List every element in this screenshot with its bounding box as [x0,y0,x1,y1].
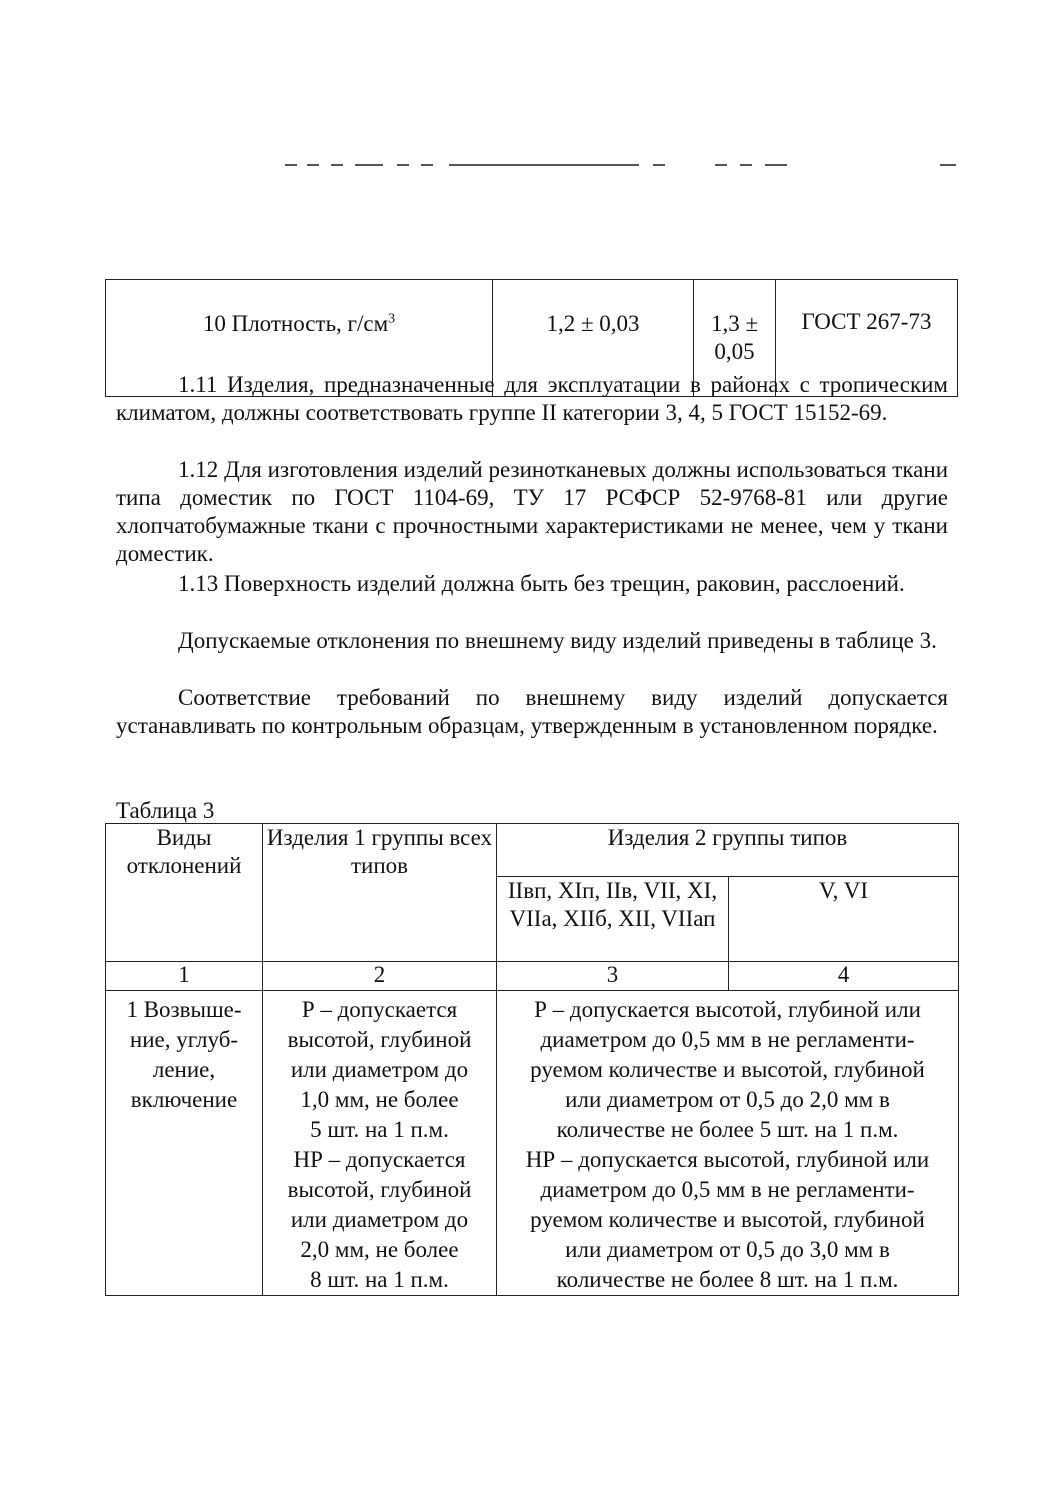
row1-group2-line: НР – допускается высотой, глубиной или [525,1147,930,1172]
table3-caption: Таблица 3 [116,798,215,823]
row1-group2-line: количестве не более 8 шт. на 1 п.м. [556,1267,899,1292]
row1-group1-line: 1,0 мм, не более [300,1087,459,1112]
row1-group1-line: Р – допускается [301,997,458,1022]
row1-group1 [263,991,497,1296]
col-number-3: 3 [497,962,729,991]
row1-group1-line: высотой, глубиной [287,1177,472,1202]
section-conformity [116,684,948,740]
row1-group1-line: или диаметром до [290,1057,469,1082]
table-row [106,991,959,1296]
row1-group2 [497,991,959,1296]
paragraph-1-12: 1.12 Для изготовления изделий резинотканевых должны использоваться ткани типа доместик по ГОСТ 1104-69, ТУ 17 РСФСР 52-9768-81 или другие хлопчатобумажные ткани с прочностными характеристиками не менее, чем у ткани доместик. [116,457,948,566]
scan-artifact-dashes [285,164,955,168]
header-group2-types-b: V, VI [729,877,959,962]
row1-group2-line: Р – допускается высотой, глубиной или [534,997,921,1022]
col-number-4: 4 [729,962,959,991]
header-group1: Изделия 1 группы всех типов [263,824,497,962]
row1-kind-line: ление, [152,1057,216,1082]
table3-number-row [106,962,959,991]
paragraph-1-13: 1.13 Поверхность изделий должна быть без трещин, раковин, расслоений. [178,571,905,596]
header-kind: Виды отклонений [106,824,263,962]
row1-group2-line: диаметром до 0,5 мм в не регламенти- [540,1027,915,1052]
row1-group1-line: 2,0 мм, не более [300,1237,459,1262]
density-value-2-line1: 1,3 ± [710,311,759,336]
density-name: 10 Плотность, г/см [202,311,389,336]
row1-group1-line: 5 шт. на 1 п.м. [310,1117,449,1142]
row1-group1-line: или диаметром до [290,1207,469,1232]
density-unit-sup: 3 [388,311,396,327]
paragraph-deviations: Допускаемые отклонения по внешнему виду изделий приведены в таблице 3. [178,628,937,653]
header-group2: Изделия 2 группы типов [497,824,959,877]
row1-kind-line: включение [130,1087,238,1112]
col-number-1: 1 [106,962,263,991]
row1-group2-line: диаметром до 0,5 мм в не регламенти- [540,1177,915,1202]
row1-group1-line: НР – допускается [293,1147,466,1172]
row1-group2-line: руемом количестве и высотой, глубиной [530,1057,925,1082]
row1-group1-line: высотой, глубиной [287,1027,472,1052]
col-number-2: 2 [263,962,497,991]
row1-group1-line: 8 шт. на 1 п.м. [310,1267,449,1292]
section-1-13 [116,570,948,598]
table-3 [105,823,959,1296]
density-standard: ГОСТ 267-73 [776,280,958,397]
row1-group2-line: количестве не более 5 шт. на 1 п.м. [556,1117,899,1142]
row1-group2-line: руемом количестве и высотой, глубиной [530,1207,925,1232]
header-group2-types-a: IIвп, XIп, IIв, VII, XI, VIIа, XIIб, XII, VIIап [497,877,729,962]
row1-kind-line: 1 Возвыше- [126,997,242,1022]
row1-kind-line: ние, углуб- [129,1027,239,1052]
table3-header-row-1 [106,824,959,877]
paragraph-1-11: 1.11 Изделия, предназначенные для эксплуатации в районах с тропическим климатом, должны соответствовать группе II категории 3, 4, 5 ГОСТ 15152-69. [116,372,948,425]
section-1-11 [116,371,948,427]
density-value-2-line2: 0,05 [714,339,755,364]
paragraph-conformity: Соответствие требований по внешнему виду изделий допускается устанавливать по контрольным образцам, утвержденным в установленном порядке. [116,685,948,738]
section-1-12 [116,456,948,568]
row1-group2-line: или диаметром от 0,5 до 3,0 мм в [565,1237,890,1262]
row1-group2-line: или диаметром от 0,5 до 2,0 мм в [565,1087,890,1112]
row1-kind [106,991,263,1296]
density-value-1: 1,2 ± 0,03 [493,280,694,397]
section-deviations [116,627,948,655]
